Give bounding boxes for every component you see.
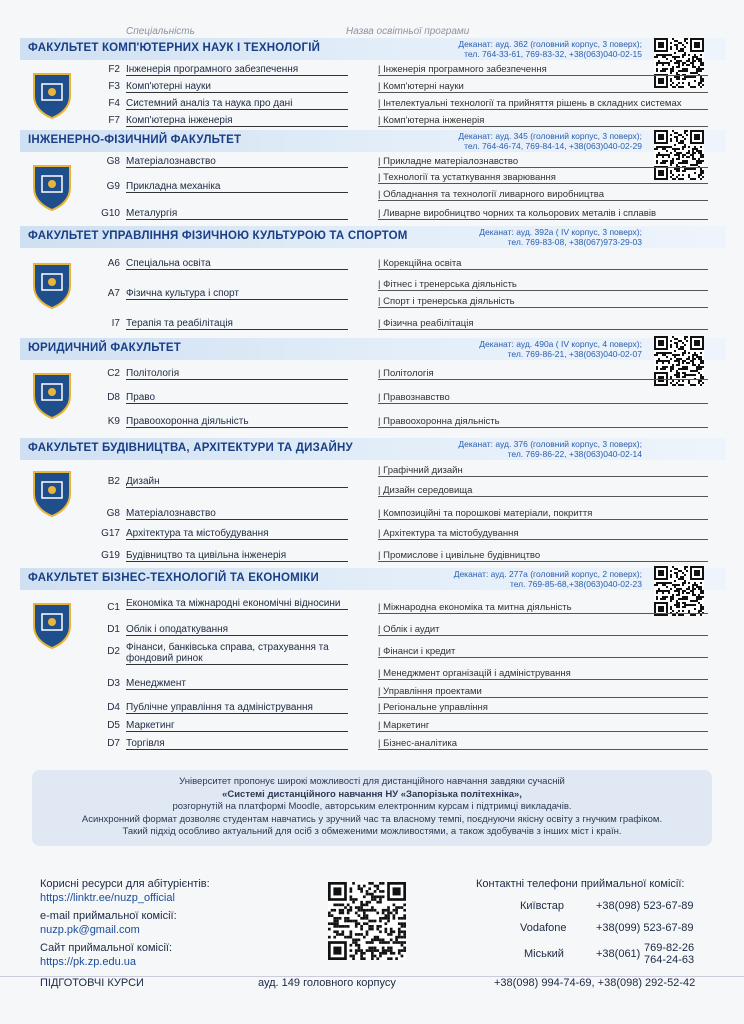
faculty-architecture bbox=[20, 438, 726, 564]
dean-office: Деканат: ауд. 392а ( IV корпус, 3 поверх); тел. 769-83-08, +38(067)973-29-03 bbox=[479, 227, 642, 247]
faculty-crest-icon bbox=[30, 162, 74, 212]
table-row: F7 Комп'ютерна інженерія | Комп'ютерна інженерія bbox=[80, 113, 500, 129]
faculty-business bbox=[20, 568, 726, 754]
table-row: F4 Системний аналіз та наука про дані | Інтелектуальні технології та прийняття рішень в складних системах bbox=[80, 96, 500, 112]
dean-office: Деканат: ауд. 362 (головний корпус, 3 поверх); тел. 764-33-61, 769-83-32, +38(063)040-02-15 bbox=[458, 39, 642, 59]
table-row: D4 Публічне управління та адміністрування | Регіональне управління bbox=[80, 700, 500, 716]
table-row: G8 Матеріалознавство | Прикладне матеріалознавство bbox=[80, 154, 500, 170]
table-row: G19 Будівництво та цивільна інженерія | Промислове і цивільне будівництво bbox=[80, 548, 500, 564]
table-row: D2 Фінанси, банківська справа, страхування та фондовий ринок | Фінанси і кредит bbox=[80, 640, 500, 664]
table-row: F2 Інженерія програмного забезпечення | Інженерія програмного забезпечення bbox=[80, 62, 500, 78]
table-row: D8 Право | Правознавство bbox=[80, 390, 500, 406]
qr-code-main[interactable] bbox=[328, 882, 406, 960]
dean-office: Деканат: ауд. 490а ( IV корпус, 4 поверх); тел. 769-86-21, +38(063)040-02-07 bbox=[479, 339, 642, 359]
table-row: D7 Торгівля | Бізнес-аналітика bbox=[80, 736, 500, 752]
table-row: K9 Правоохоронна діяльність | Правоохоронна діяльність bbox=[80, 414, 500, 430]
faculty-crest-icon bbox=[30, 260, 74, 310]
faculty-law bbox=[20, 338, 726, 434]
table-row: D5 Маркетинг | Маркетинг bbox=[80, 718, 500, 734]
faculty-engineering-physics bbox=[20, 130, 726, 226]
faculty-crest-icon bbox=[30, 70, 74, 120]
table-row: C1 Економіка та міжнародні економічні відносини | Міжнародна економіка та митна діяльність bbox=[80, 596, 500, 620]
table-row: G10 Металургія | Ливарне виробництво чорних та кольорових металів і сплавів bbox=[80, 206, 500, 222]
faculty-header bbox=[20, 130, 726, 152]
table-row: G9 Прикладна механіка | Технології та устаткування зварювання | Обладнання та технології ливарного виробництва bbox=[80, 179, 500, 195]
resources-label: Корисні ресурси для абітурієнтів: bbox=[40, 878, 210, 890]
faculty-crest-icon bbox=[30, 370, 74, 420]
faculty-crest-icon bbox=[30, 468, 74, 518]
faculty-name: ФАКУЛЬТЕТ БІЗНЕС-ТЕХНОЛОГІЙ ТА ЕКОНОМІКИ bbox=[28, 572, 319, 584]
courses-label: ПІДГОТОВЧІ КУРСИ bbox=[40, 977, 144, 989]
table-row: D3 Менеджмент | Менеджмент організацій і адміністрування | Управління проектами bbox=[80, 676, 500, 692]
site-link[interactable]: https://pk.zp.edu.ua bbox=[40, 956, 137, 968]
table-row: A6 Спеціальна освіта | Корекційна освіта bbox=[80, 256, 500, 272]
table-row: A7 Фізична культура і спорт | Фітнес і тренерська діяльність | Спорт і тренерська діяльність bbox=[80, 286, 500, 302]
site-label: Сайт приймальної комісії: bbox=[40, 942, 173, 954]
courses-room: ауд. 149 головного корпусу bbox=[258, 977, 396, 989]
email-link[interactable]: nuzp.pk@gmail.com bbox=[40, 924, 140, 936]
faculty-name: ФАКУЛЬТЕТ УПРАВЛІННЯ ФІЗИЧНОЮ КУЛЬТУРОЮ ТА СПОРТОМ bbox=[28, 230, 408, 242]
email-label: e-mail приймальної комісії: bbox=[40, 910, 177, 922]
faculty-crest-icon bbox=[30, 600, 74, 650]
faculty-name: ФАКУЛЬТЕТ КОМП'ЮТЕРНИХ НАУК І ТЕХНОЛОГІЙ bbox=[28, 42, 321, 54]
table-row: C2 Політологія | Політологія bbox=[80, 366, 500, 382]
faculty-name: ЮРИДИЧНИЙ ФАКУЛЬТЕТ bbox=[28, 342, 181, 354]
faculty-header bbox=[20, 438, 726, 460]
footer bbox=[0, 976, 744, 997]
dean-office: Деканат: ауд. 345 (головний корпус, 3 поверх); тел. 764-46-74, 769-84-14, +38(063)040-02-29 bbox=[458, 131, 642, 151]
distance-learning-info: Університет пропонує широкі можливості для дистанційного навчання завдяки сучасній «Системі дистанційного навчання НУ «Запорізька політехніка», розгорнутій на платформі Moodle, авторським електронним курсам і підтримці викладачів. Асинхронний формат дозволяє студентам навчатись у зручний час та власному темпі, поєднуючи якісну освіту з гнучким графіком. Такий підхід особливо актуальний для осіб з обмеженими можливостями, а також здобувачів з інших міст і країн. bbox=[32, 770, 712, 846]
col-head-spec: Спеціальність bbox=[126, 26, 195, 37]
dean-office: Деканат: ауд. 277а (головний корпус, 2 поверх); тел. 769-85-68,+38(063)040-02-23 bbox=[453, 569, 642, 589]
table-row: F3 Комп'ютерні науки | Комп'ютерні науки bbox=[80, 79, 500, 95]
table-row: G17 Архітектура та містобудування | Архітектура та містобудування bbox=[80, 526, 500, 542]
dean-office: Деканат: ауд. 376 (головний корпус, 3 поверх); тел. 769-86-22, +38(063)040-02-14 bbox=[458, 439, 642, 459]
faculty-header bbox=[20, 568, 726, 590]
courses-phones: +38(098) 994-74-69, +38(098) 292-52-42 bbox=[494, 977, 696, 989]
faculty-name: ФАКУЛЬТЕТ БУДІВНИЦТВА, АРХІТЕКТУРИ ТА ДИЗАЙНУ bbox=[28, 442, 353, 454]
table-row: D1 Облік і оподаткування | Облік і аудит bbox=[80, 622, 500, 638]
table-row: I7 Терапія та реабілітація | Фізична реабілітація bbox=[80, 316, 500, 332]
phones-title: Контактні телефони приймальної комісії: bbox=[476, 878, 685, 890]
brochure-page: Спеціальність Назва освітньої програми ФАКУЛЬТЕТ КОМП'ЮТЕРНИХ НАУК І ТЕХНОЛОГІЙ Деканат: ауд. 362 (головний корпус, 3 поверх); тел. 764-33-61, 769-83-32, +38(063)040-02-15 F2 Інженерія програмного забезпечення | Інженерія програмного забезпечення F3 Комп'ютерні науки | Комп'ютерні науки F4 Системний аналіз та наука про дані | Інтелектуальні технології та прийняття рішень в складних системах F7 Комп'ютерна інженерія | Комп'ютерна інженерія ІНЖЕНЕРНО-ФІЗИЧНИЙ ФАКУЛЬТЕТ Деканат: ауд. 345 (головний корпус, 3 поверх); тел. 764-46-74, 769-84-14, +38(063)040-02-29 G8 Матеріалознавство | Прикладне матеріалознавство G9 Прикладна механіка | Технології та устаткування зварювання | Обладнання та технології ливарного виробництва G10 Металургія | Ливарне виробництво чорних та кольорових металів і сплавів ФАКУЛЬТЕТ УПРАВЛІННЯ ФІЗИЧНОЮ КУЛЬТУРОЮ ТА СПОРТОМ Деканат: ауд. 392а ( IV корпус, 3 поверх); тел. 769-83-08, +38(067)973-29-03 A6 Спеціальна освіта | Корекційна освіта A7 Фізична культура і спорт | Фітнес і тренерська діяльність | Спорт і тренерська діяльність I7 Терапія та реабілітація | Фізична реабілітація ЮРИДИЧНИЙ ФАКУЛЬТЕТ Деканат: ауд. 490а ( IV корпус, 4 поверх); тел. 769-86-21, +38(063)040-02-07 C2 Політологія | Політологія D8 Право | Правознавство K9 Правоохоронна діяльність | Правоохоронна діяльність ФАКУЛЬТЕТ БУДІВНИЦТВА, АРХІТЕКТУРИ ТА ДИЗАЙНУ Деканат: ауд. 376 (головний корпус, 3 поверх); тел. 769-86-22, +38(063)040-02-14 B2 Дизайн | Графічний дизайн | Дизайн середовища G8 Матеріалознавство | Композиційні та порошкові матеріали, покриття G17 Архітектура та містобудування | Архітектура та містобудування G19 Будівництво та цивільна інженерія | Промислове і цивільне будівництво ФАКУЛЬТЕТ БІЗНЕС-ТЕХНОЛОГІЙ ТА ЕКОНОМІКИ Деканат: ауд. 277а (головний корпус, 2 поверх); тел. 769-85-68,+38(063)040-02-23 C1 Економіка та міжнародні економічні відносини | Міжнародна економіка та митна діяльність D1 Облік і оподаткування | Облік і аудит D2 Фінанси, банківська справа, страхування та фондовий ринок | Фінанси і кредит D3 Менеджмент | Менеджмент організацій і адміністрування | Управління проектами D4 Публічне управління та адміністрування | Регіональне управління D5 Маркетинг | Маркетинг D7 Торгівля | Бізнес-аналітика Університет пропонує широкі можливості для дистанційного навчання завдяки сучасній «Системі дистанційного навчання НУ «Запорізька політехніка», розгорнутій на платформі Moodle, авторським електронним курсам і підтримці викладачів. Асинхронний формат дозволяє студентам навчатись у зручний час та власному темпі, поєднуючи якісну освіту з гнучким графіком. Такий підхід особливо актуальний для осіб з обмеженими можливостями, а також здобувачів з інших міст і країн. Корисні ресурси для абітурієнтів: https://linktr.ee/nuzp_official e-mail приймальної комісії: nuzp.pk@gmail.com Сайт приймальної комісії: https://pk.zp.edu.ua Контактні телефони приймальної комісії: Київстар +38(098) 523-67-89 Vodafone +38(099) 523-67-89 Міський +38(061) 769-82-26 764-24-63 ПІДГОТОВЧІ КУРСИ ауд. 149 головного корпусу +38(098) 994-74-69, +38(098) 292-52-42 bbox=[0, 0, 744, 1024]
faculty-computer-science bbox=[20, 38, 726, 130]
faculty-header bbox=[20, 338, 726, 360]
table-row: B2 Дизайн | Графічний дизайн | Дизайн середовища bbox=[80, 474, 500, 490]
resources-link[interactable]: https://linktr.ee/nuzp_official bbox=[40, 892, 175, 904]
faculty-header bbox=[20, 38, 726, 60]
faculty-sport bbox=[20, 226, 726, 334]
table-row: G8 Матеріалознавство | Композиційні та порошкові матеріали, покриття bbox=[80, 506, 500, 522]
faculty-name: ІНЖЕНЕРНО-ФІЗИЧНИЙ ФАКУЛЬТЕТ bbox=[28, 134, 242, 146]
faculty-header bbox=[20, 226, 726, 248]
col-head-prog: Назва освітньої програми bbox=[346, 26, 470, 37]
